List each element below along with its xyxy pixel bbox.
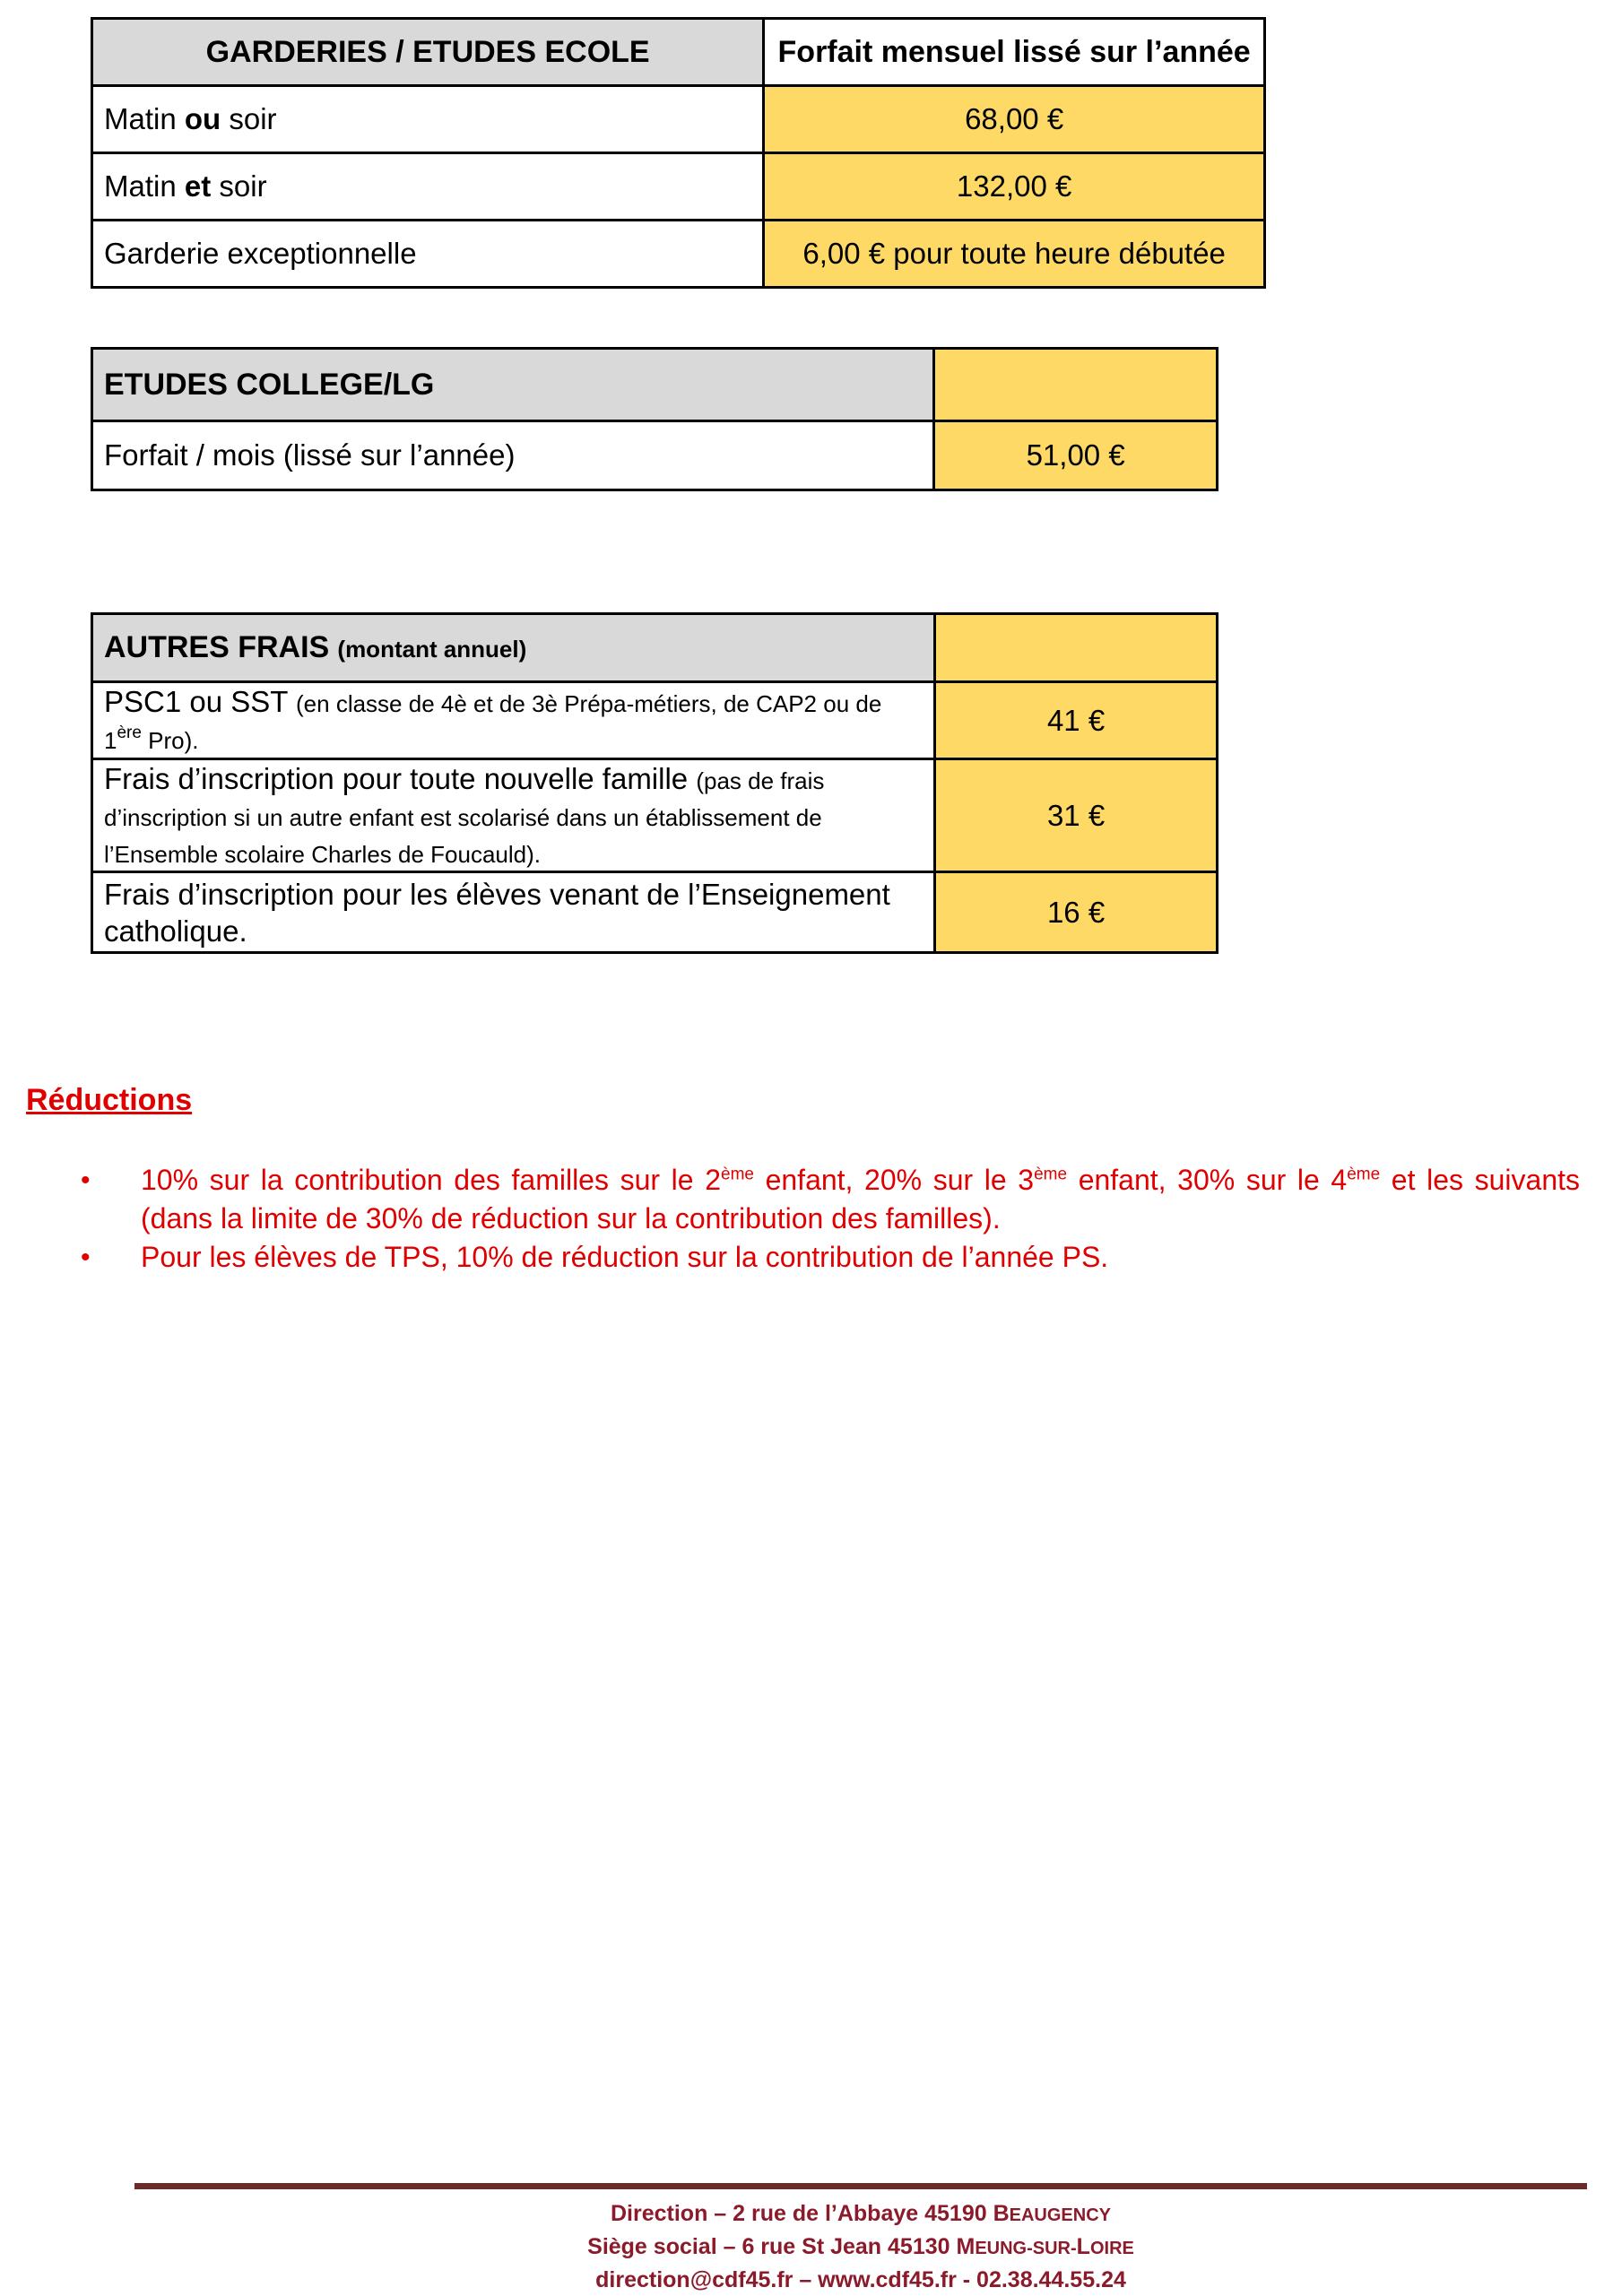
row-label: Matin ou soir <box>92 86 764 153</box>
footer-line-3: direction@cdf45.fr – www.cdf45.fr - 02.38.44.55.24 <box>595 2267 1126 2292</box>
row-label: Matin et soir <box>92 153 764 221</box>
table-row <box>92 86 1265 153</box>
row-value: 6,00 € pour toute heure débutée <box>764 221 1265 288</box>
footer-line-1: Direction – 2 rue de l’Abbaye 45190 BEAUGENCY <box>611 2201 1111 2226</box>
row-label: Frais d’inscription pour les élèves venant de l’Enseignement catholique. <box>92 872 935 953</box>
garderies-table <box>91 17 1266 289</box>
garderies-header-row <box>92 19 1265 86</box>
list-item: • 10% sur la contribution des familles sur le 2ème enfant, 20% sur le 3ème enfant, 30% sur le 4ème et les suivants (dans la limite de 30% de réduction sur la contribution des familles). <box>81 1161 1580 1238</box>
row-value: 16 € <box>935 872 1218 953</box>
row-value: 68,00 € <box>764 86 1265 153</box>
footer-line-2: Siège social – 6 rue St Jean 45130 MEUNG-SUR-LOIRE <box>587 2234 1134 2259</box>
footer-divider <box>134 2183 1587 2189</box>
table-row <box>92 421 1218 490</box>
row-value: 41 € <box>935 682 1218 759</box>
row-label: Garderie exceptionnelle <box>92 221 764 288</box>
etudes-header-empty <box>934 349 1218 421</box>
autres-header-row <box>92 614 1218 682</box>
row-value: 31 € <box>935 758 1218 872</box>
bullet-icon: • <box>81 1243 91 1272</box>
autres-frais-table <box>91 612 1218 954</box>
row-label: PSC1 ou SST (en classe de 4è et de 3è Prépa-métiers, de CAP2 ou de 1ère Pro). <box>92 682 935 759</box>
row-value: 51,00 € <box>934 421 1218 490</box>
row-label: Frais d’inscription pour toute nouvelle famille (pas de frais d’inscription si un autre enfant est scolarisé dans un établissement de l’Ensemble scolaire Charles de Foucauld). <box>92 758 935 872</box>
etudes-header-row <box>92 349 1218 421</box>
table-row <box>92 153 1265 221</box>
reductions-title: Réductions <box>26 1083 193 1117</box>
table-row <box>92 758 1218 872</box>
garderies-header-right: Forfait mensuel lissé sur l’année <box>764 19 1265 86</box>
garderies-header-left: GARDERIES / ETUDES ECOLE <box>92 19 764 86</box>
row-value: 132,00 € <box>764 153 1265 221</box>
reductions-list <box>81 1161 1580 1277</box>
table-row <box>92 682 1218 759</box>
etudes-header: ETUDES COLLEGE/LG <box>92 349 934 421</box>
etudes-college-table <box>91 347 1218 491</box>
autres-header-empty <box>935 614 1218 682</box>
list-item: • Pour les élèves de TPS, 10% de réduction sur la contribution de l’année PS. <box>81 1238 1580 1277</box>
footer <box>134 2198 1587 2296</box>
table-row <box>92 872 1218 953</box>
autres-header: AUTRES FRAIS (montant annuel) <box>92 614 935 682</box>
table-row <box>92 221 1265 288</box>
bullet-icon: • <box>81 1165 91 1195</box>
row-label: Forfait / mois (lissé sur l’année) <box>92 421 934 490</box>
